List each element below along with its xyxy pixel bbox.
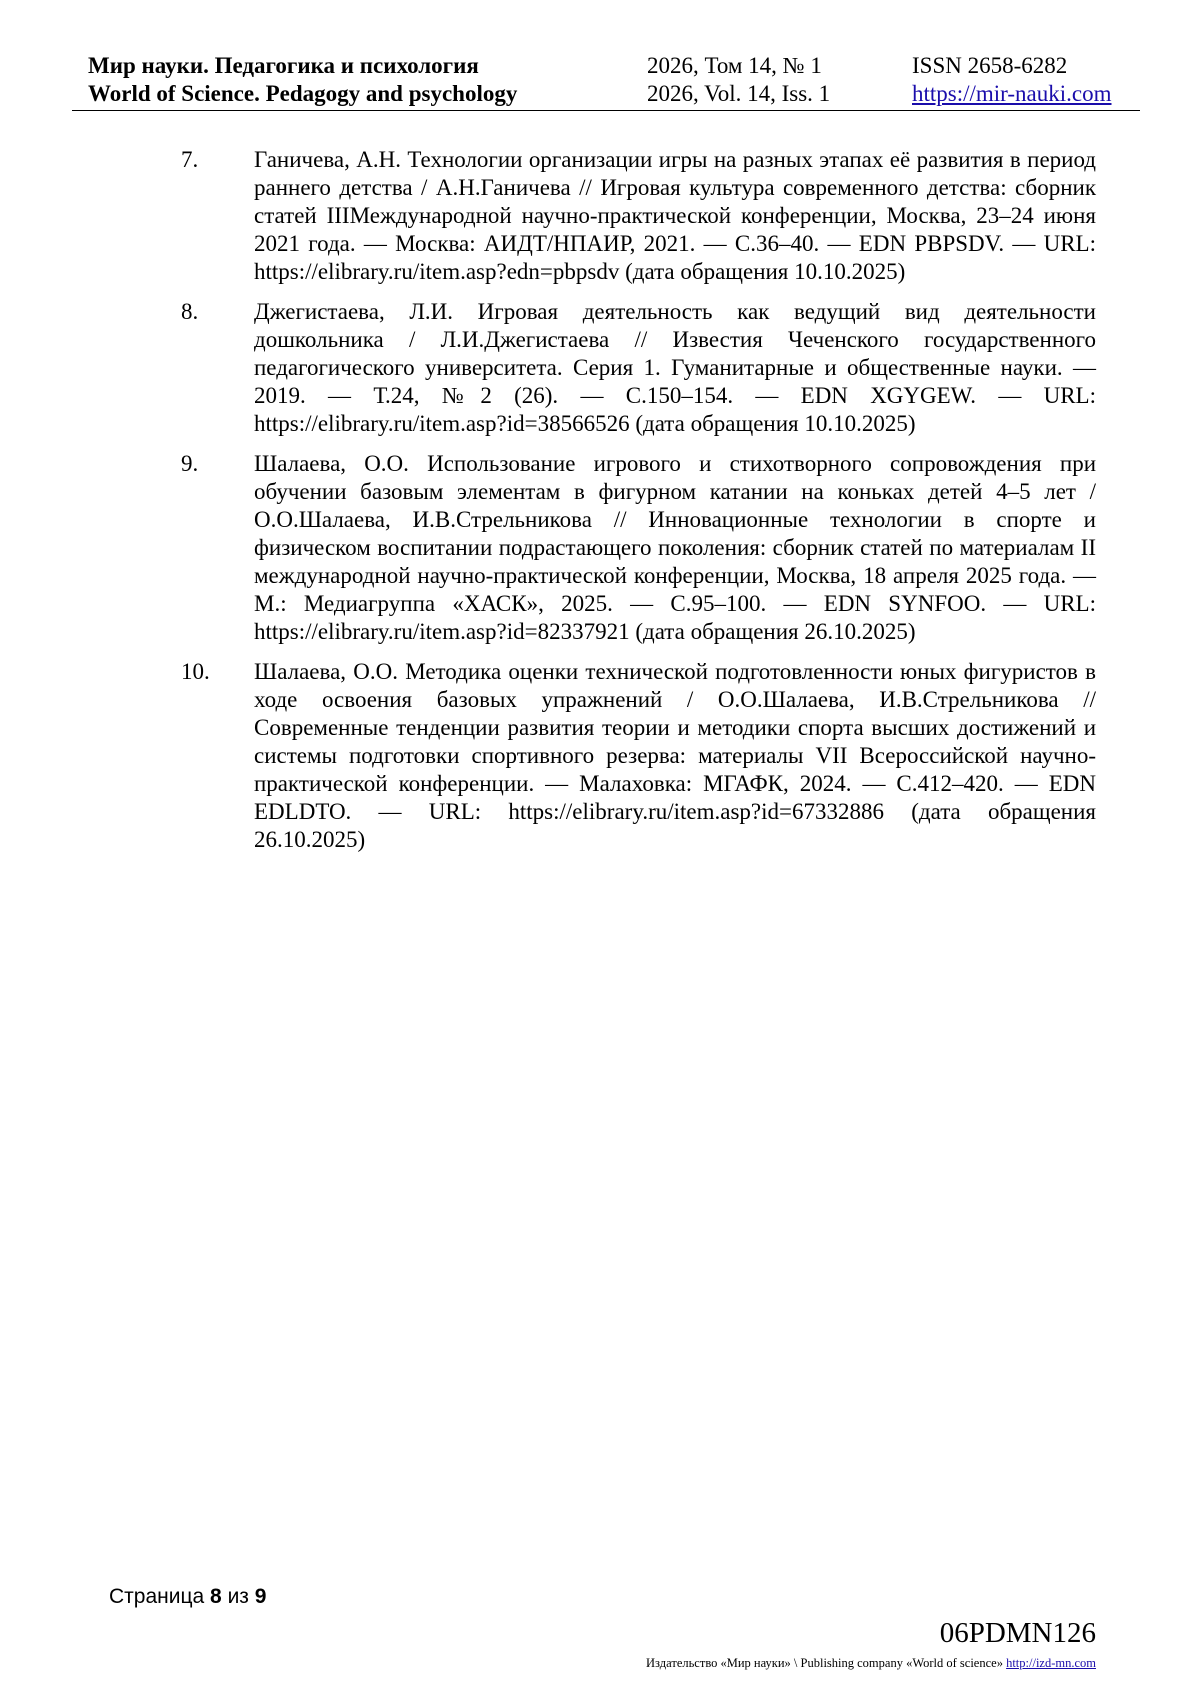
page-label: Страница (109, 1585, 205, 1608)
reference-item (0, 658, 1200, 854)
page-number (109, 1585, 266, 1609)
publisher-name: Издательство «Мир науки» \ Publishing company «World of science» (646, 1656, 1003, 1670)
page-header (72, 52, 1140, 111)
issue-ru: 2026, Том 14, № 1 (647, 53, 822, 78)
reference-number: 10. (181, 659, 210, 684)
reference-text: Джегистаева, Л.И. Игровая деятельность как ведущий вид деятельности дошкольника / Л.И.Джегистаева // Известия Чеченского государственного педагогического университета. Серия 1. Гуманитарные и общественные науки. — 2019. — Т.24, №2 (26). — С.150–154. — EDN XGYGEW. — URL: https://elibrary.ru/item.asp?id=38566526 (дата обращения 10.10.2025) (254, 299, 1096, 436)
journal-title-ru: Мир науки. Педагогика и психология (88, 53, 479, 78)
article-code: 06PDMN126 (939, 1617, 1096, 1649)
reference-number: 9. (181, 451, 199, 476)
journal-url-link[interactable]: https://mir-nauki.com (912, 81, 1112, 106)
issue-info (647, 52, 830, 108)
issue-en: 2026, Vol. 14, Iss. 1 (647, 81, 831, 106)
publisher-url-link[interactable]: http://izd-mn.com (1006, 1656, 1096, 1670)
page-total: 9 (254, 1585, 267, 1608)
reference-number: 7. (181, 147, 199, 172)
page-current: 8 (210, 1585, 222, 1608)
reference-text: Шалаева, О.О. Методика оценки технической подготовленности юных фигуристов в ходе освоения базовых упражнений / О.О.Шалаева, И.В.Стрельникова // Современные тенденции развития теории и методики спорта высших достижений и системы подготовки спортивного резерва: материалы VII Всероссийской научно-практической конференции. — Малаховка: МГАФК, 2024. — С.412–420. — EDN EDLDTO. — URL: https://elibrary.ru/item.asp?id=67332886 (дата обращения 26.10.2025) (254, 659, 1096, 852)
journal-title-en: World of Science. Pedagogy and psychology (88, 81, 518, 106)
reference-item (0, 450, 1200, 646)
journal-title (88, 52, 517, 108)
publisher-line (646, 1656, 1096, 1671)
page-of: из (227, 1585, 249, 1608)
reference-text: Ганичева, А.Н. Технологии организации игры на разных этапах её развития в период раннего детства / А.Н.Ганичева // Игровая культура современного детства: сборник статей IIIМеждународной научно-практической конференции, Москва, 23–24 июня 2021 года. — Москва: АИДТ/НПАИР, 2021. — С.36–40. — EDN PBPSDV. — URL: https://elibrary.ru/item.asp?edn=pbpsdv (дата обращения 10.10.2025) (254, 147, 1096, 284)
reference-item (0, 146, 1200, 286)
reference-text: Шалаева, О.О. Использование игрового и стихотворного сопровождения при обучении базовым элементам в фигурном катании на коньках детей 4–5 лет / О.О.Шалаева, И.В.Стрельникова // Инновационные технологии в спорте и физическом воспитании подрастающего поколения: сборник статей по материалам II международной научно-практической конференции, Москва, 18 апреля 2025 года. — М.: Медиагруппа «ХАСК», 2025. — С.95–100. — EDN SYNFOO. — URL: https://elibrary.ru/item.asp?id=82337921 (дата обращения 26.10.2025) (254, 451, 1096, 644)
reference-number: 8. (181, 299, 199, 324)
reference-item (0, 298, 1200, 438)
issn-block (912, 52, 1112, 108)
reference-list (0, 146, 1200, 866)
issn: ISSN 2658-6282 (912, 53, 1068, 78)
